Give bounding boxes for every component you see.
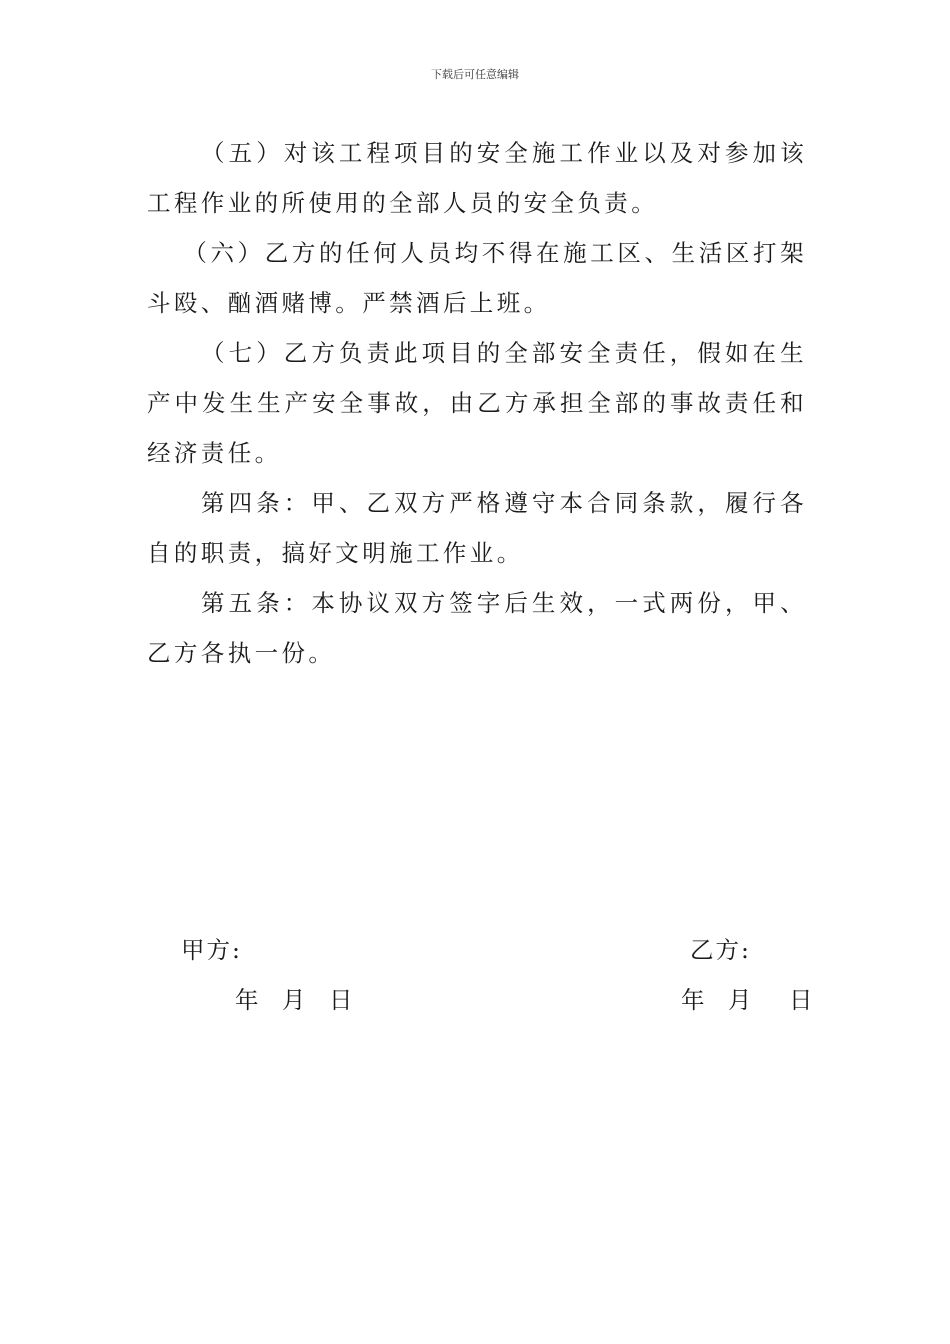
- date-month: 月: [281, 986, 308, 1014]
- clause-6-paragraph: （六）乙方的任何人员均不得在施工区、生活区打架斗殴、酗酒赌博。严禁酒后上班。: [147, 239, 807, 317]
- party-b-signature-label: 乙方:: [690, 936, 751, 964]
- contract-body: [147, 128, 807, 678]
- article-5-paragraph: 第五条：本协议双方签字后生效，一式两份，甲、乙方各执一份。: [147, 589, 807, 667]
- article-4-paragraph: 第四条：甲、乙双方严格遵守本合同条款，履行各自的职责，搞好文明施工作业。: [147, 489, 807, 567]
- date-month: 月: [727, 986, 754, 1014]
- clause-5-paragraph: （五）对该工程项目的安全施工作业以及对参加该工程作业的所使用的全部人员的安全负责。: [147, 139, 807, 217]
- date-year: 年: [681, 986, 707, 1014]
- party-b-date: [681, 981, 814, 1015]
- party-a-date: [235, 981, 366, 1015]
- clause-7-paragraph: （七）乙方负责此项目的全部安全责任，假如在生产中发生生产安全事故，由乙方承担全部的事故责任和经济责任。: [147, 339, 807, 467]
- date-day: 日: [788, 986, 815, 1014]
- header-note: 下载后可任意编辑: [431, 68, 519, 81]
- date-day: 日: [328, 986, 355, 1014]
- party-a-signature-label: 甲方:: [181, 936, 242, 964]
- date-year: 年: [235, 986, 261, 1014]
